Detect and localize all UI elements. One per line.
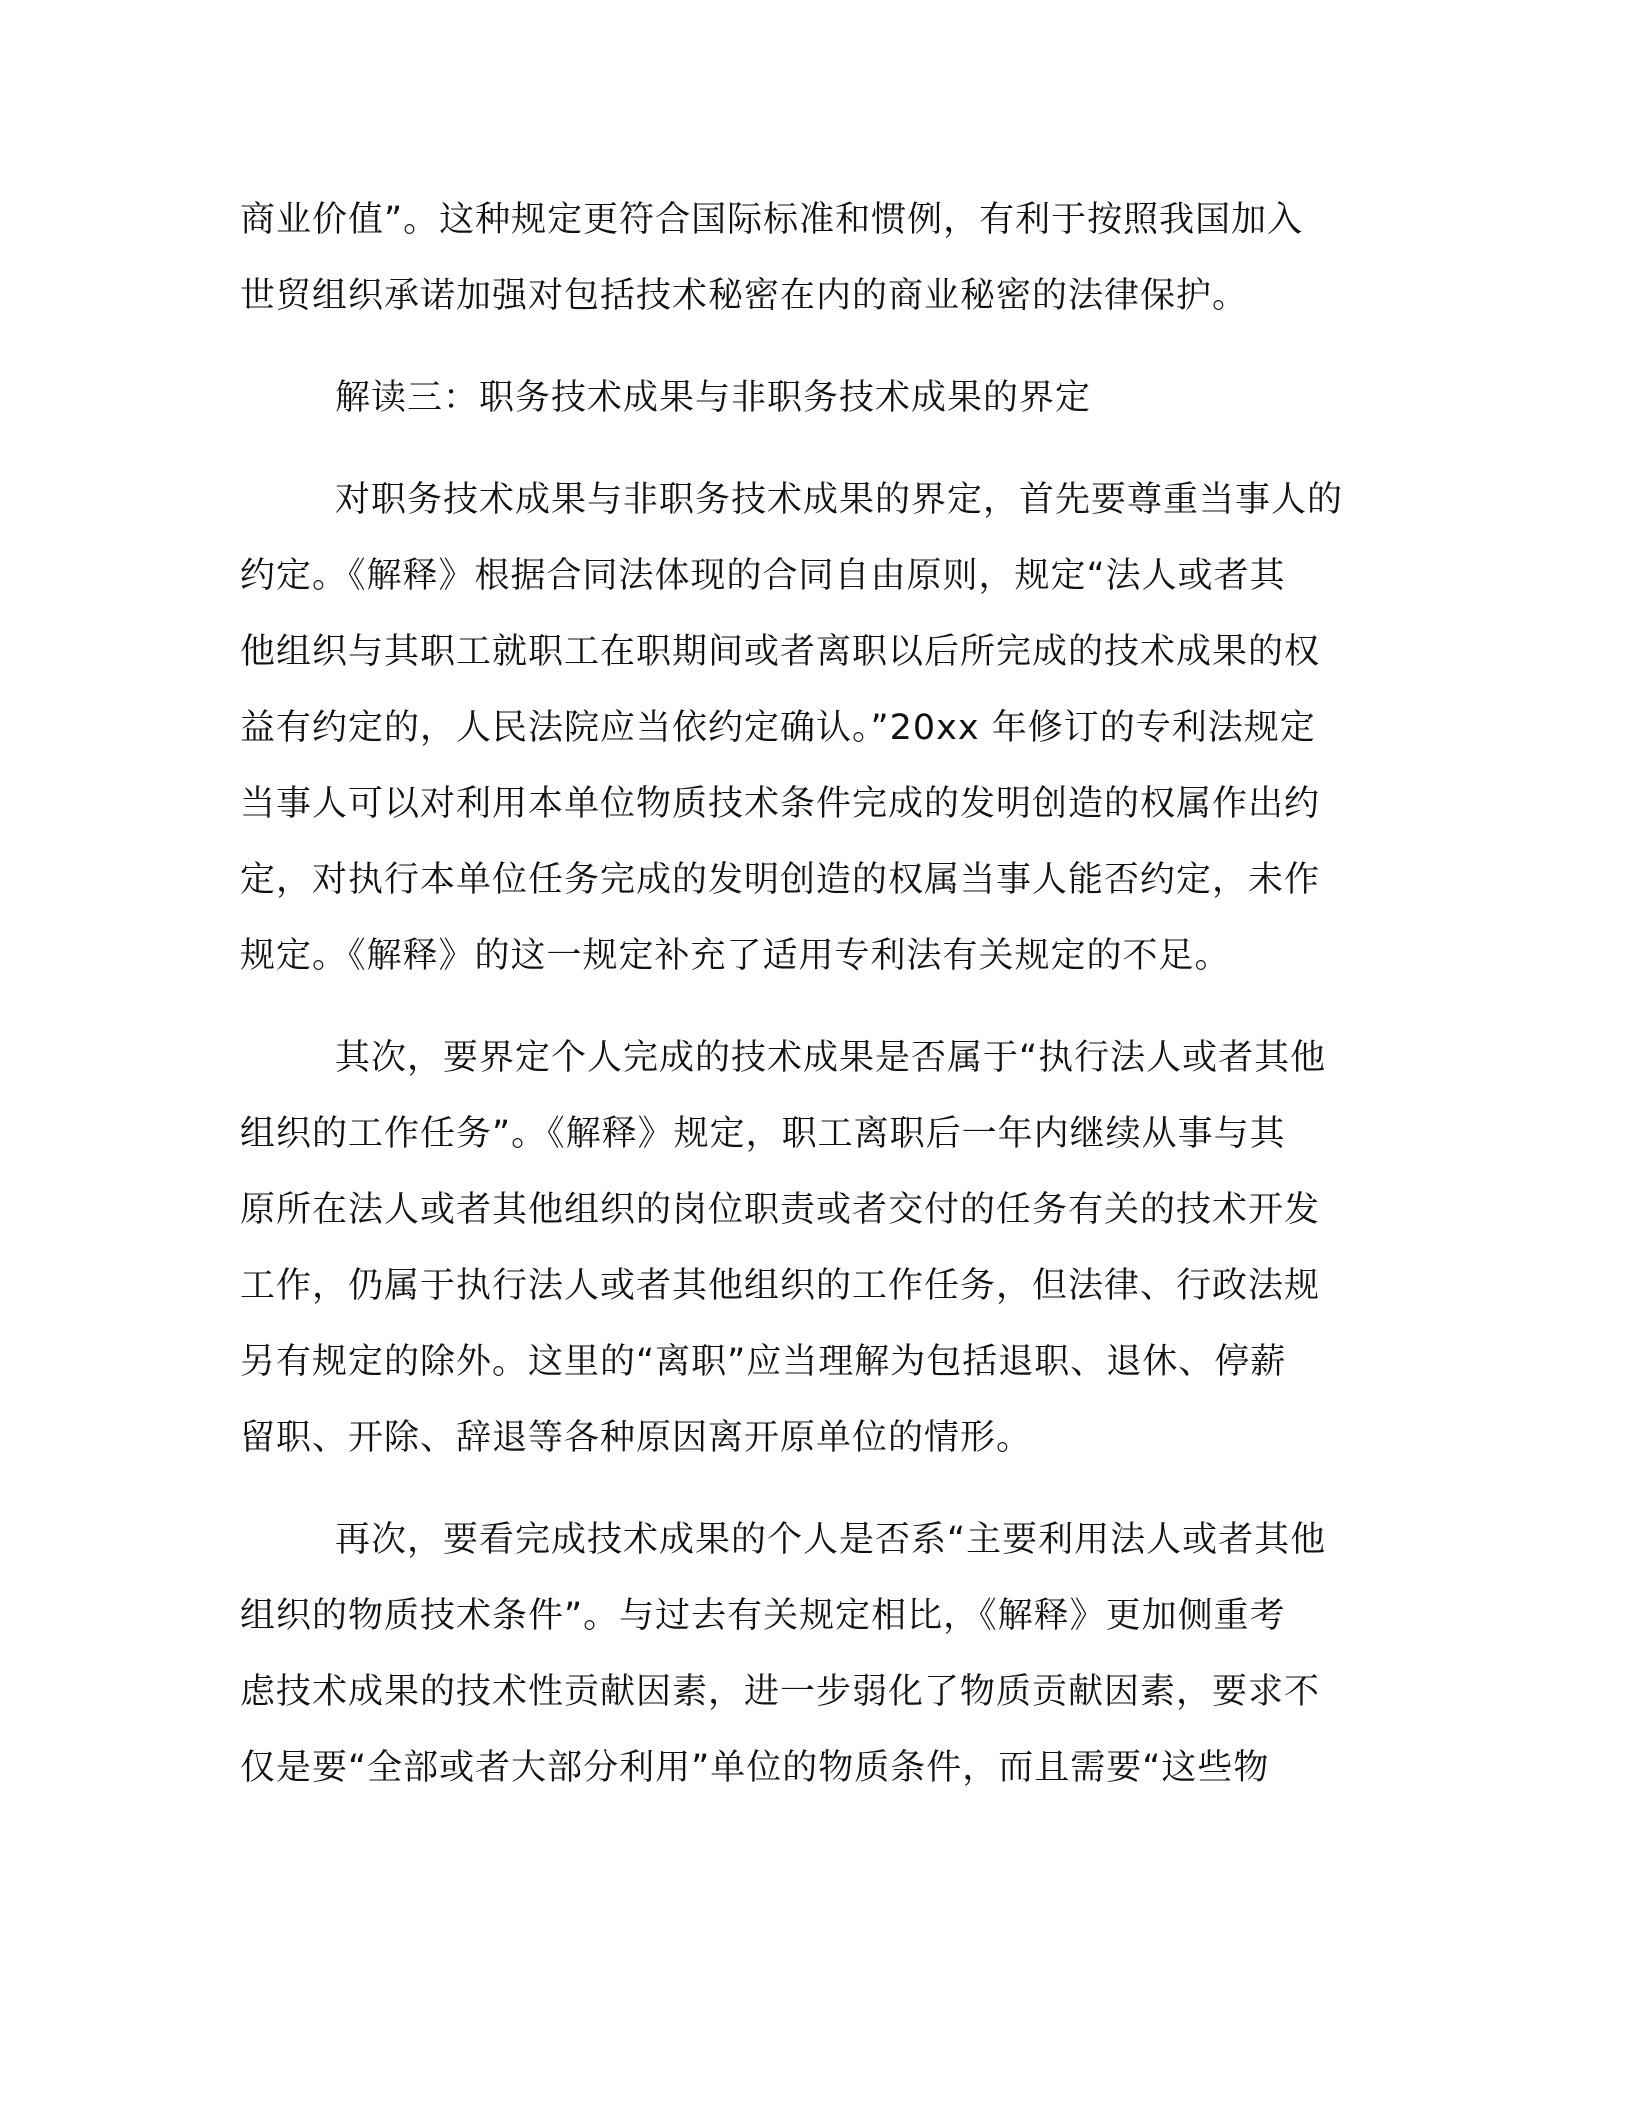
paragraph-line: 约定。《解释》根据合同法体现的合同自由原则，规定“法人或者其 bbox=[240, 556, 1286, 596]
paragraph-line: 仅是要“全部或者大部分利用”单位的物质条件，而且需要“这些物 bbox=[240, 1748, 1270, 1788]
paragraph-line: 留职、开除、辞退等各种原因离开原单位的情形。 bbox=[240, 1418, 1033, 1458]
paragraph-line: 另有规定的除外。这里的“离职”应当理解为包括退职、退休、停薪 bbox=[240, 1342, 1287, 1382]
paragraph-line: 组织的物质技术条件”。与过去有关规定相比，《解释》更加侧重考 bbox=[240, 1596, 1286, 1636]
paragraph-line: 组织的工作任务”。《解释》规定，职工离职后一年内继续从事与其 bbox=[240, 1114, 1286, 1154]
paragraph-line: 虑技术成果的技术性贡献因素，进一步弱化了物质贡献因素，要求不 bbox=[240, 1672, 1321, 1712]
paragraph-line: 定，对执行本单位任务完成的发明创造的权属当事人能否约定，未作 bbox=[240, 860, 1321, 900]
section-heading: 解读三：职务技术成果与非职务技术成果的界定 bbox=[335, 378, 1092, 418]
paragraph-line: 商业价值”。这种规定更符合国际标准和惯例，有利于按照我国加入 bbox=[240, 200, 1304, 240]
paragraph-line: 世贸组织承诺加强对包括技术秘密在内的商业秘密的法律保护。 bbox=[240, 276, 1249, 316]
paragraph-line: 工作，仍属于执行法人或者其他组织的工作任务，但法律、行政法规 bbox=[240, 1266, 1321, 1306]
paragraph-line: 规定。《解释》的这一规定补充了适用专利法有关规定的不足。 bbox=[240, 936, 1231, 976]
paragraph-line: 当事人可以对利用本单位物质技术条件完成的发明创造的权属作出约 bbox=[240, 784, 1321, 824]
paragraph-line: 其次，要界定个人完成的技术成果是否属于“执行法人或者其他 bbox=[335, 1038, 1327, 1078]
paragraph-line: 他组织与其职工就职工在职期间或者离职以后所完成的技术成果的权 bbox=[240, 632, 1321, 672]
paragraph-line: 益有约定的，人民法院应当依约定确认。”20xx 年修订的专利法规定 bbox=[240, 708, 1316, 748]
paragraph-line: 再次，要看完成技术成果的个人是否系“主要利用法人或者其他 bbox=[335, 1520, 1327, 1560]
paragraph-line: 对职务技术成果与非职务技术成果的界定，首先要尊重当事人的 bbox=[335, 480, 1344, 520]
paragraph-line: 原所在法人或者其他组织的岗位职责或者交付的任务有关的技术开发 bbox=[240, 1190, 1321, 1230]
